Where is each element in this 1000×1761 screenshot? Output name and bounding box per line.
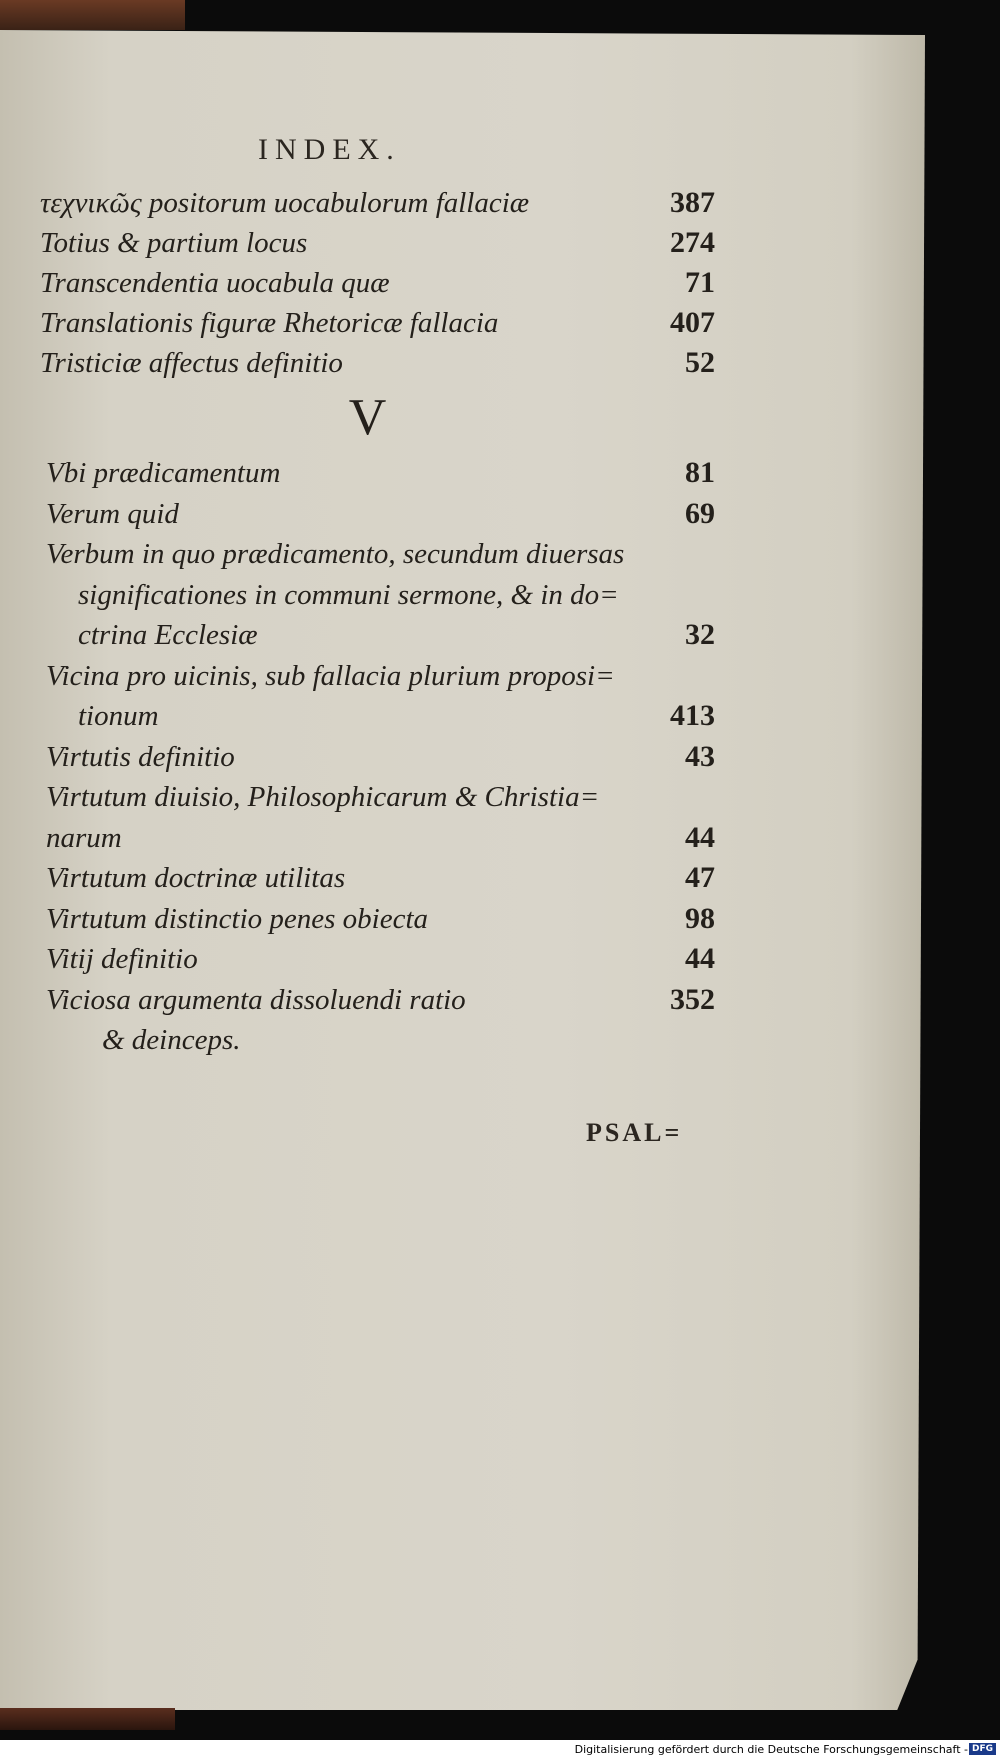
entry-page: 47 — [685, 861, 715, 894]
entry-term: Totius & partium locus — [40, 227, 308, 259]
binding-edge-top — [0, 0, 185, 30]
entry-term: Verum quid — [46, 497, 179, 530]
entry-term: Vbi prædicamentum — [46, 457, 281, 489]
entry-page: 407 — [670, 306, 715, 339]
entry-term: Virtutum distinctio penes obiecta — [46, 902, 429, 935]
index-entry — [46, 899, 715, 940]
entry-term: Transcendentia uocabula quæ — [40, 267, 390, 299]
entry-term: Tristiciæ affectus definitio — [40, 347, 343, 379]
dfg-logo: DFG — [969, 1743, 996, 1755]
index-entry — [46, 777, 715, 858]
entry-term: Viciosa argumenta dissoluendi ratio — [46, 983, 466, 1016]
entry-term: τεχνικῶς positorum uocabulorum fallaciæ — [40, 187, 530, 219]
entry-page: 413 — [670, 699, 715, 732]
entry-continuation: ctrina Ecclesiæ — [78, 619, 258, 651]
entry-page: 81 — [685, 456, 715, 489]
index-entry — [46, 858, 715, 899]
running-head: INDEX. — [258, 133, 401, 166]
entry-page: 98 — [685, 901, 715, 935]
binding-edge-bottom — [0, 1708, 175, 1730]
entry-page: 44 — [685, 942, 715, 975]
index-entry — [46, 656, 715, 737]
index-entry — [46, 980, 715, 1061]
entry-term: Virtutum diuisio, Philosophicarum & Christia= — [46, 781, 600, 813]
index-entry — [40, 303, 715, 343]
entry-continuation: tionum — [78, 700, 159, 732]
footer-credit: Digitalisierung gefördert durch die Deutsche Forschungsgemeinschaft - — [574, 1743, 968, 1756]
catchword: PSAL= — [586, 1118, 683, 1147]
entry-term: Vitij definitio — [46, 943, 198, 975]
entry-term: Translationis figuræ Rhetoricæ fallacia — [40, 307, 499, 339]
index-entry — [40, 223, 715, 263]
section-letter: V — [348, 389, 387, 446]
entry-page: 52 — [685, 346, 715, 379]
entry-page: 274 — [670, 226, 715, 259]
entry-page: 32 — [685, 618, 715, 651]
index-entry — [46, 939, 715, 980]
entry-page: 44 — [685, 820, 715, 854]
index-entry — [46, 737, 715, 778]
index-entry — [46, 453, 715, 494]
entry-term: Virtutum doctrinæ utilitas — [46, 862, 346, 894]
entry-page: 387 — [670, 186, 715, 219]
entry-term: Virtutis definitio — [46, 740, 235, 773]
index-entry — [40, 183, 715, 223]
entry-page: 71 — [685, 266, 715, 299]
index-entries — [40, 183, 715, 1061]
entry-continuation: narum — [46, 821, 122, 854]
index-entry — [46, 494, 715, 535]
index-entry — [46, 534, 715, 656]
entry-page: 43 — [685, 739, 715, 773]
entry-term: Vicina pro uicinis, sub fallacia plurium proposi= — [46, 659, 615, 692]
index-entry — [40, 343, 715, 383]
entry-continuation: significationes in communi sermone, & in do= — [78, 578, 619, 611]
index-entry — [40, 263, 715, 303]
entry-term: Verbum in quo prædicamento, secundum diuersas — [46, 538, 625, 570]
entry-page: 69 — [685, 496, 715, 530]
entry-continuation: & deinceps. — [102, 1024, 241, 1056]
entry-page: 352 — [670, 983, 715, 1016]
